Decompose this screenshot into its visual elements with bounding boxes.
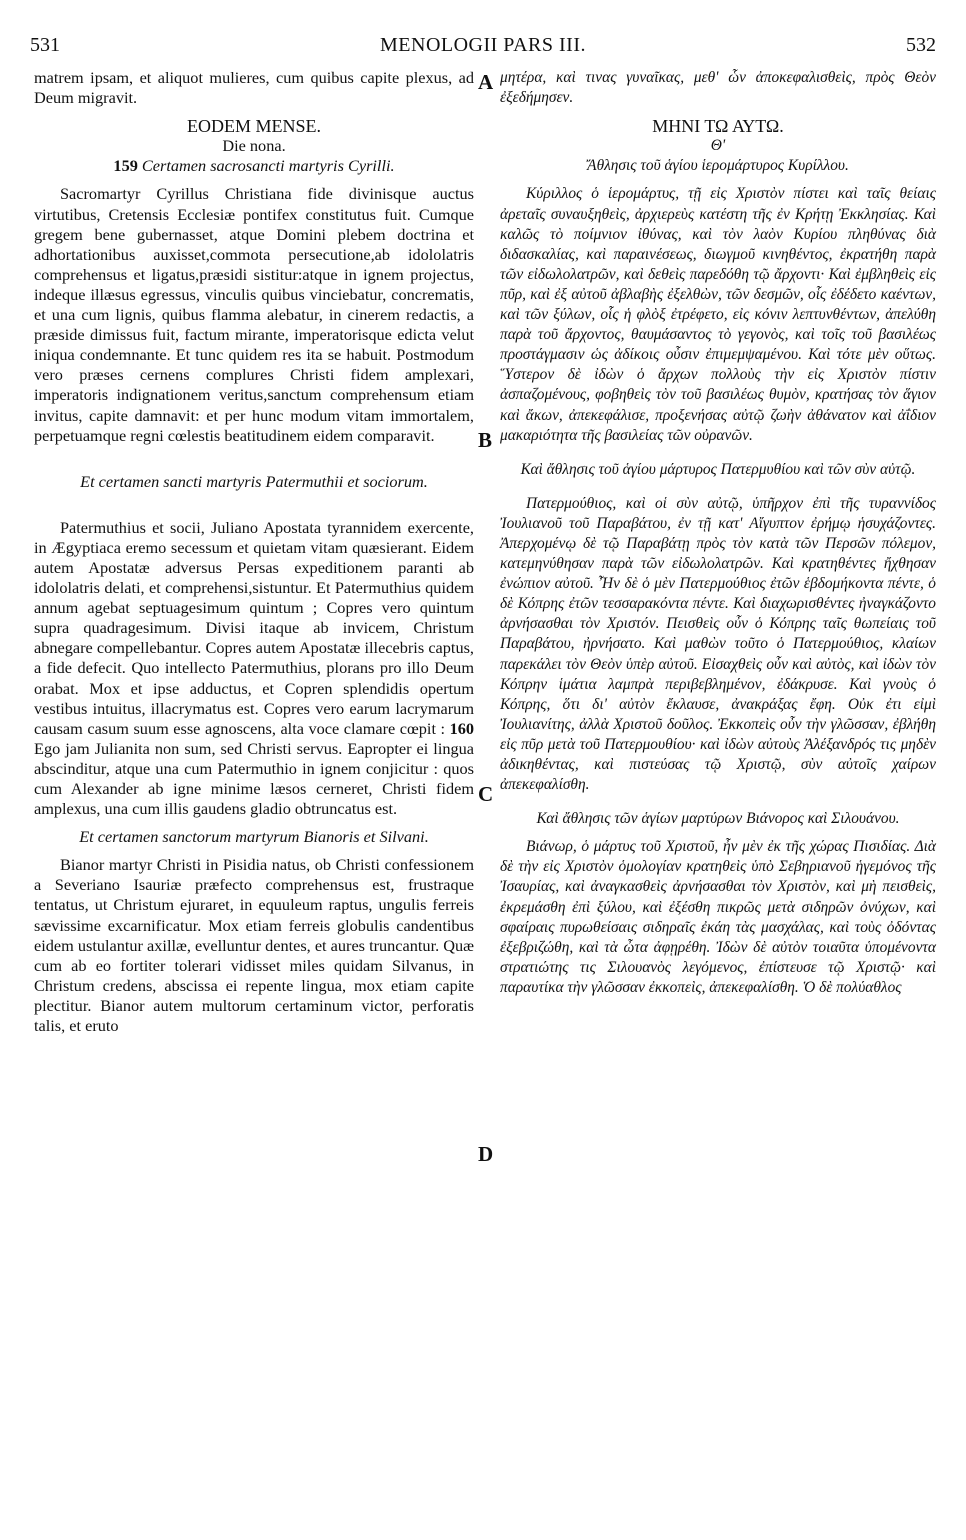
margin-letter-a: A — [478, 70, 494, 94]
greek-section-3-text: Βιάνωρ, ὁ μάρτυς τοῦ Χριστοῦ, ἦν μὲν ἐκ τῆς χώρας Πισιδίας. Διὰ δὲ τὴν εἰς Χριστὸν ὁμολογίαν κρατηθεὶς ὑπὸ Σεβηριανοῦ ἡγεμόνος τῆς Ἰσαυρίας, καὶ ἀναγκασθεὶς ἀρνήσασθαι τὸν Χριστὸν, καὶ μὴ πεισθεὶς, ἐκρεμάσθη ἐπὶ ξύλου, καὶ ἐξέσθη πικρῶς μετὰ σιδηρῶν ὀνύχων, καὶ σφαίραις πυρωθείσαις σιδηραῖς ἐκάη τὰς μασχάλας, καὶ τοὺς ὀδόντας ἐξεβριζώθη, καὶ τὰ ὦτα ἀφῃρέθη. Ἰδὼν δὲ αὐτὸν τοιαῦτα ὑπομένοντα στρατιώτης τις Σιλουανὸς λεγόμενος, ἐπίστευσε τῷ Χριστῷ· καὶ παραυτίκα τὴν γλῶσσαν ἐκκοπεὶς, ἀπεκεφαλίσθη. Ὁ δὲ πολύαθλος — [500, 838, 936, 996]
running-header — [30, 34, 936, 60]
latin-section-1-title: Certamen sacrosancti martyris Cyrilli. — [141, 156, 395, 176]
margin-letter-b: B — [478, 428, 493, 452]
greek-month-heading: ΜΗΝΙ ΤΩ ΑΥΤΩ. — [652, 116, 784, 137]
latin-column — [34, 68, 474, 1036]
latin-section-2-title: Et certamen sancti martyris Patermuthii et sociorum. — [80, 471, 428, 491]
greek-section-3-title: Καὶ ἄθλησις τῶν ἁγίων μαρτύρων Βιάνορος καὶ Σιλουάνου. — [536, 810, 900, 828]
greek-section-2-text: Πατερμούθιος, καὶ οἱ σὺν αὐτῷ, ὑπῆρχον ἐπὶ τῆς τυραννίδος Ἰουλιανοῦ τοῦ Παραβάτου, ἐν τῇ κατ' Αἴγυπτον ἐρήμῳ ἡσυχάζοντες. Ἀπερχομένῳ δὲ τῷ Παραβάτῃ πρὸς τὸν κατὰ τῶν Περσῶν πόλεμον, κατεμηνύθησαν παρὰ τῶν εἰδωλολατρῶν. Καὶ κρατηθέντες ἤχθησαν ἐνώπιον αὐτοῦ. Ἦν δὲ ὁ μὲν Πατερμούθιος ἐτῶν ἑβδομήκοντα πέντε, ὁ δὲ Κόπρης ἐτῶν τεσσαρακόντα πέντε. Καὶ διαχωρισθέντες ἠναγκάζοντο ἀρνήσασθαι τὸν Χριστόν. Πεισθεὶς οὖν ὁ Κόπρης ταῖς θωπείαις τοῦ Παραβάτου, ἠρνήσατο. Καὶ μαθὼν τοῦτο ὁ Πατερμούθιος, κλαίων παρεκάλει τὸν Θεὸν ὑπὲρ αὐτοῦ. Εἰσαχθεὶς οὖν καὶ αὐτὸς, καὶ ἰδὼν τὸν Κόπρην ἱμάτια λαμπρὰ περιβεβλημένον, ἐδάκρυσε. Καὶ γνοὺς ὁ Κόπρης, ὅτι δι' αὐτὸν ἔκλαυσε, ἀνακράξας ἔφη. Οὐκ ἐτι εἰμὶ Ἰουλιανίτης, ἀλλὰ Χριστοῦ δοῦλος. Ἐκκοπεὶς οὖν τὴν γλῶσσαν, ἐβλήθη εἰς πῦρ μετὰ τοῦ Πατερμουθίου· καὶ ἰδὼν αὐτοὺς Ἀλέξανδρός τις μηδὲν ἀδικηθέντας, καὶ πιστεύσας τῷ Χριστῷ, σὺν αὐτοῖς χαίρων ἀπεκεφαλίσθη. — [500, 494, 936, 794]
right-page-number: 532 — [906, 34, 936, 56]
greek-intro: μητέρα, καὶ τινας γυναῖκας, μεθ' ὧν ἀποκεφαλισθεὶς, πρὸς Θεὸν ἐξεδήμησεν. — [500, 69, 936, 107]
running-title: MENOLOGII PARS III. — [380, 34, 586, 56]
greek-section-1-text: Κύριλλος ὁ ἱερομάρτυς, τῇ εἰς Χριστὸν πίστει καὶ ταῖς θείαις ἀρεταῖς συναυξηθεὶς, ἀρχιερεὺς κατέστη τῆς ἐν Κρήτῃ Ἐκκλησίας. Καὶ καλῶς τὸ ποίμνιον ἰθύνας, καὶ τὸν λαὸν Κυρίου πληθύνας διὰ διδασκαλίας, καὶ παραινέσεως, διωγμοῦ κινηθέντος, ἐκρατήθη παρὰ τῶν εἰδωλολατρῶν, καὶ δεθεὶς παρεδόθη τῷ ἄρχοντι· Καὶ ἐμβληθεὶς εἰς πῦρ, καὶ ἐξ αὐτοῦ ἀβλαβὴς ἐξελθὼν, τῶν δεσμῶν, οἷς ἐδέδετο καέντων, καὶ τῶν ξύλων, οἷς ἡ φλὸξ ἐτρέφετο, εἰς κόνιν λεπτυνθέντων, ἀπελύθη παρὰ τοῦ ἄρχοντος, θαυμάσαντος τὸ γεγονὸς, καὶ τοῖς τοῦ βασιλέως προστάγμασιν ὡς ἀδίκοις οὖσιν ἐπιμεμψαμένου. Καὶ τότε μὲν οὕτως. Ὕστερον δὲ ἰδὼν ὁ ἄρχων πολλοὺς τὴν εἰς Χριστὸν πίστιν ἀσπαζομένους, φοβηθεὶς τὸν τοῦ βασιλέως θυμὸν, κρατήσας τὸν ἅγιον καὶ ἄκων, ἀπεκεφάλισε, προξενήσας αὐτῷ ζωὴν ἀθάνατον καὶ ἀΐδιον μακαριότητα τῆς βασιλείας τῶν οὐρανῶν. — [500, 185, 936, 444]
latin-section-3-text: Bianor martyr Christi in Pisidia natus, ob Christi confessionem a Severiano Isauriæ præfecto comprehensus est, frustraque tentatus, ut Christum ejuraret, in equuleum raptus, ungulis ferreis sævissime excarnificatur. Mox etiam ferreis globulis candentibus eidem ustulantur axillæ, evelluntur dentes, et aures truncantur. Quæ cum ab eo fortiter tolerari vidisset miles quidam Silvanus, in Christum credens, abscissa ei repente lingua, mox etiam capite plectitur. Bianor autem multorum certaminum victor, perforatis talis, et eruto — [34, 855, 474, 1036]
latin-section-2-text-a: Patermuthius et socii, Juliano Apostata tyrannidem exercente, in Ægyptiaca eremo secessum et quietam vitam quæsierant. Eidem autem Apostatæ adversus Persas expeditionem paranti ab idololatris delati, et comprehensi,sistuntur. Et Patermuthius quidem annum agebat septuagesimum quintum ; Copres vero quintum supra quadragesimum. Divisi itaque ab invicem, Christum abnegare compellebantur. Copres autem Apostatæ illecebris captus, a fide defecit. Quo intellecto Patermuthius, plorans pro illo Deum orabat. Mox et ipse adductus, et Copren splendidis opertum vestibus intuitus, illacrymatus est. Copres vero earum lacrymarum causam casum suum esse agnoscens, alta voce clamare cœpit : — [34, 517, 474, 738]
greek-day-heading: Θ' — [710, 137, 726, 155]
latin-intro: matrem ipsam, et aliquot mulieres, cum quibus capite plexus, ad Deum migravit. — [34, 68, 474, 108]
latin-section-1-heading — [34, 156, 474, 176]
latin-month-heading: EODEM MENSE. — [187, 116, 321, 137]
margin-letter-d: D — [478, 1142, 494, 1166]
section-number-160: 160 — [449, 718, 474, 738]
margin-letter-c: C — [478, 782, 494, 806]
latin-section-2-text-b: Ego jam Julianita non sum, sed Christi servus. Eapropter ei lingua abscinditur, atque una cum Patermuthio in ignem conjicitur : quos cum Alexander ab igne minime læsos cerneret, Christi fidem amplexus, una cum illis gaudens gladio obtruncatus est. — [34, 738, 474, 819]
section-number-159: 159 — [113, 156, 138, 176]
greek-column — [500, 68, 936, 998]
latin-section-3-title: Et certamen sanctorum martyrum Bianoris et Silvani. — [79, 827, 429, 847]
latin-section-2-text — [34, 518, 474, 819]
left-page-number: 531 — [30, 34, 60, 56]
latin-day-heading: Die nona. — [222, 136, 286, 156]
greek-section-1-title: Ἄθλησις τοῦ ἁγίου ἱερομάρτυρος Κυρίλλου. — [587, 157, 849, 175]
greek-section-2-title: Καὶ ἄθλησις τοῦ ἁγίου μάρτυρος Πατερμυθίου καὶ τῶν σὺν αὐτῷ. — [520, 460, 916, 478]
latin-section-1-text: Sacromartyr Cyrillus Christiana fide divinisque auctus virtutibus, Cretensis Ecclesiæ pontifex constitutus fuit. Cumque gregem bene gubernasset, atque Domini plebem doctrina et adhortationibus auxisset,commota persecutione,ab idololatris comprehensus et ligatus,præsidi sistitur:atque in ignem projectus, indeque illæsus egressus, vinculis quibus vinciebatur, concrematis, et una cum lignis, quibus flamma alebatur, in cinerem redactis, a præside dimissus fuit, factum mirante, imperatorisque edicta velut iniqua condemnante. Et tunc quidem res ita se habuit. Postmodum vero præses cernens complures Christi fidem amplexari, imperatoris indignationem veritus,sanctum comprehensum etiam invitus, capite damnavit: et per hunc modum vitam immortalem, perpetuamque regni cœlestis beatitudinem eidem comparavit. — [34, 184, 474, 445]
